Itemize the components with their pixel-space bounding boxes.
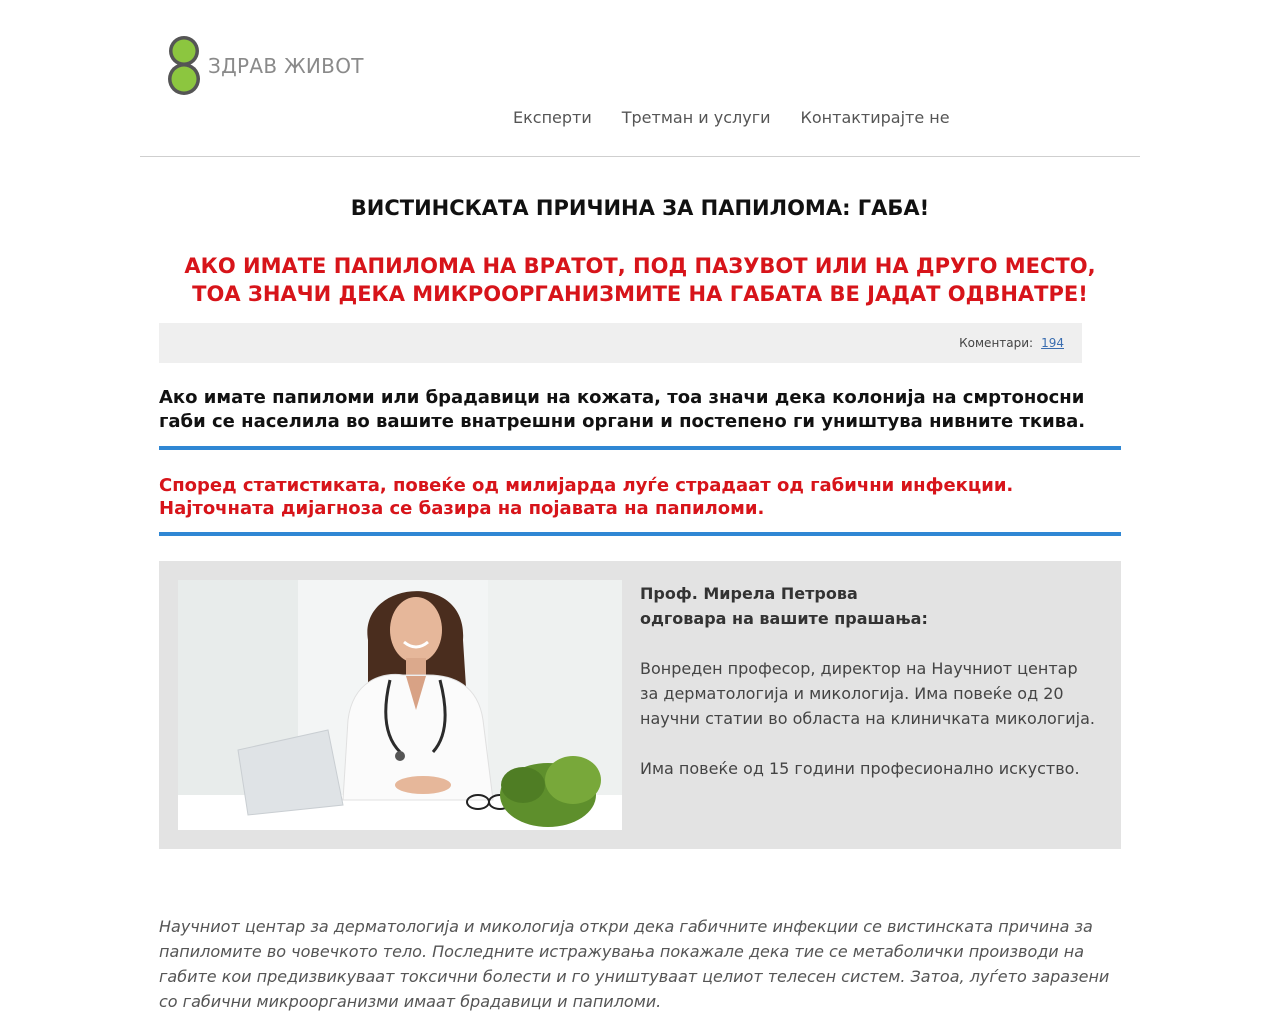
expert-info (640, 581, 1100, 781)
comments-count-link[interactable]: 194 (1041, 336, 1064, 350)
expert-photo (178, 580, 622, 830)
expert-role: одговара на вашите прашања: (640, 609, 928, 628)
blue-divider (159, 446, 1121, 450)
expert-bio: Вонреден професор, директор на Научниот центар за дерматологија и микологија. Има повеќе од 20 научни статии во областа на клиничката микологија. (640, 659, 1095, 728)
article-intro: Научниот центар за дерматологија и микологија откри дека габичните инфекции се вистинската причина за папиломите во човечкото тело. Последните истражувања покажале дека тие се метаболички производи на габите кои предизвикуваат токсични болести и го уништуваат целиот телесен систем. Затоа, луѓето заразени со габични микроорганизми имаат брадавици и папиломи. (159, 917, 1110, 1011)
nav-treatment-services[interactable]: Третман и услуги (621, 108, 771, 127)
comments-label: Коментари: (959, 336, 1034, 350)
article-subtitle: АКО ИМАТЕ ПАПИЛОМА НА ВРАТОТ, ПОД ПАЗУВОТ ИЛИ НА ДРУГО МЕСТО, ТОА ЗНАЧИ ДЕКА МИКРООРГАНИЗМИТЕ НА ГАБАТА ВЕ ЈАДАТ ОДВНАТРЕ! (184, 254, 1096, 306)
header-divider (140, 156, 1140, 157)
expert-box (159, 561, 1121, 849)
main-nav (498, 106, 965, 130)
article-lead: Ако имате папиломи или брадавици на кожата, тоа значи дека колонија на смртоносни габи се населила во вашите внатрешни органи и постепено ги уништува нивните ткива. (159, 387, 1086, 432)
blue-divider (159, 532, 1121, 536)
expert-name: Проф. Мирела Петрова (640, 584, 858, 603)
nav-experts[interactable]: Експерти (513, 108, 592, 127)
logo-text: ЗДРАВ ЖИВОТ (208, 54, 364, 78)
site-logo[interactable] (166, 36, 364, 96)
article-lead-red: Според статистиката, повеќе од милијарда луѓе страдаат од габични инфекции. Најточната дијагноза се базира на појавата на папиломи. (159, 475, 1014, 519)
doctor-image (178, 580, 622, 830)
article-title: ВИСТИНСКАТА ПРИЧИНА ЗА ПАПИЛОМА: ГАБА! (350, 196, 930, 220)
logo-icon (166, 36, 202, 96)
nav-contact[interactable]: Контактирајте не (800, 108, 950, 127)
expert-experience: Има повеќе од 15 години професионално искуство. (640, 759, 1080, 778)
comments-bar (159, 323, 1082, 363)
